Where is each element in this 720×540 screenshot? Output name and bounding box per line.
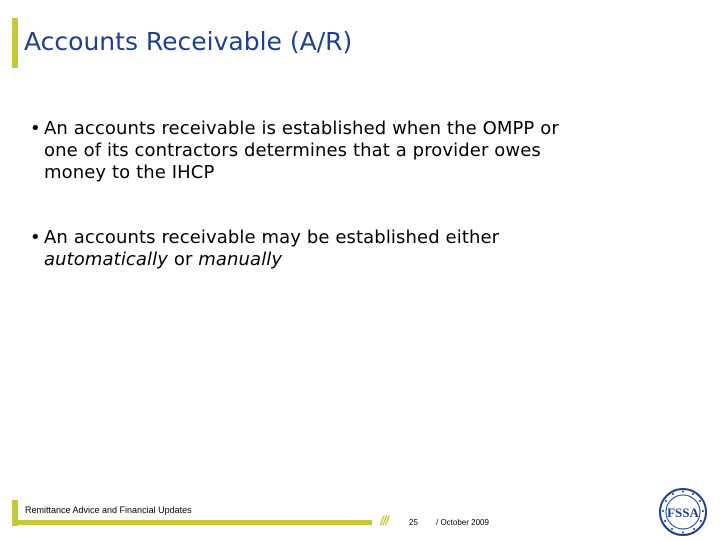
slide-title: Accounts Receivable (A/R) (24, 27, 353, 56)
bullet-dot: • (30, 227, 41, 248)
bullet-emphasis: automatically (44, 249, 169, 270)
bullet-item (30, 118, 590, 184)
footer-slashes: /// (380, 513, 388, 528)
seal-lettering: FSSA (667, 505, 699, 520)
bullet-item (30, 227, 590, 271)
bullet-text-part: An accounts receivable may be established either (44, 227, 500, 248)
footer-presentation-title: Remittance Advice and Financial Updates (25, 505, 192, 515)
title-accent-bar (12, 18, 18, 68)
bullet-text (44, 227, 499, 270)
slide-content (30, 118, 590, 314)
bullet-emphasis: manually (198, 249, 283, 270)
footer-rule (12, 520, 372, 525)
page-date: / October 2009 (436, 518, 489, 527)
bullet-text: An accounts receivable is established when the OMPP or one of its contractors determines that a provider owes money to the IHCP (44, 118, 559, 183)
page-number: 25 (409, 518, 418, 527)
fssa-seal-logo (655, 487, 711, 537)
bullet-dot: • (30, 118, 41, 139)
bullet-text-part: or (168, 249, 199, 270)
